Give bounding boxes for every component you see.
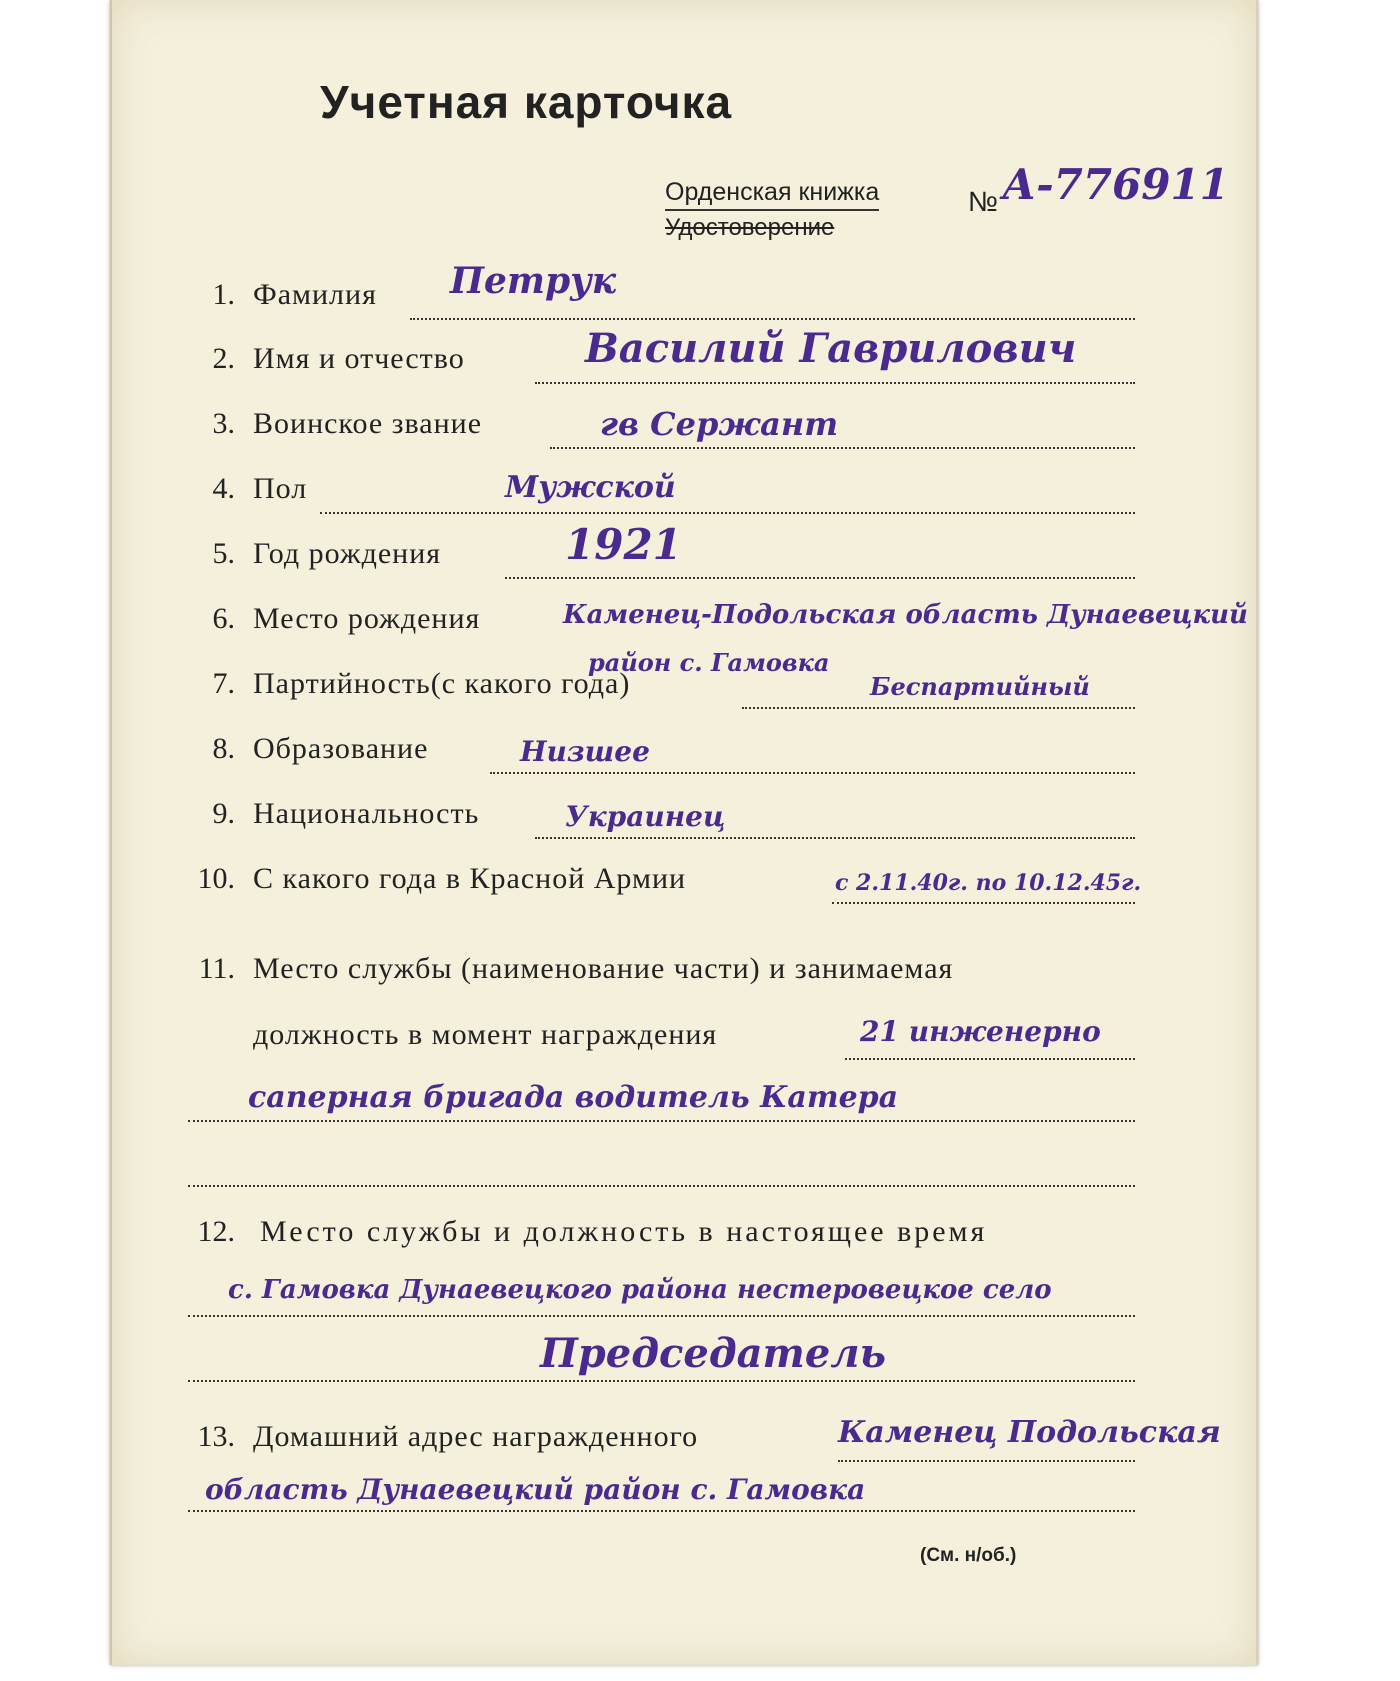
field-line: [188, 1120, 1135, 1122]
field-label-current-service: Место службы и должность в настоящее время: [260, 1215, 988, 1248]
field-value-current-service: с. Гамовка Дунаевецкого района нестеровецкое село: [228, 1275, 1052, 1305]
field-label-education: Образование: [253, 732, 429, 765]
field-value-surname: Петрук: [450, 260, 617, 302]
field-label-surname: Фамилия: [253, 278, 377, 311]
field-line: [535, 837, 1135, 839]
field-number: 4.: [212, 472, 235, 505]
field-label-nationality: Национальность: [253, 797, 480, 830]
field-line: [550, 447, 1135, 449]
field-line: [410, 318, 1135, 320]
field-line: [490, 772, 1135, 774]
see-reverse-note: (См. н/об.): [920, 1545, 1017, 1566]
field-number: 5.: [212, 537, 235, 570]
field-number: 8.: [212, 732, 235, 765]
field-number: 13.: [197, 1420, 235, 1453]
field-label-rank: Воинское звание: [253, 407, 483, 440]
field-label-service-position: должность в момент награждения: [253, 1018, 718, 1051]
field-value-army-since: с 2.11.40г. по 10.12.45г.: [835, 870, 1142, 896]
field-number: 12.: [197, 1215, 235, 1248]
field-label-sex: Пол: [253, 472, 308, 505]
field-value-rank: гв Сержант: [600, 405, 839, 443]
field-line: [505, 577, 1135, 579]
field-line: [742, 707, 1135, 709]
field-value-name: Василий Гаврилович: [585, 325, 1077, 372]
field-label-party: Партийность(с какого года): [253, 667, 631, 700]
field-number: 6.: [212, 602, 235, 635]
field-number: 3.: [212, 407, 235, 440]
field-line: [188, 1185, 1135, 1187]
number-value: А-776911: [1002, 160, 1229, 209]
field-line: [188, 1510, 1135, 1512]
number-label: №: [968, 186, 999, 217]
field-value-service: 21 инженерно: [860, 1015, 1101, 1048]
card-title: Учетная карточка: [320, 76, 733, 128]
field-label-home-address: Домашний адрес награжденного: [253, 1420, 699, 1453]
field-label-birthplace: Место рождения: [253, 602, 481, 635]
field-value-party: Беспартийный: [870, 672, 1090, 701]
order-book-label: Орденская книжка: [665, 178, 879, 211]
field-line: [845, 1058, 1135, 1060]
field-label-name: Имя и отчество: [253, 342, 465, 375]
field-line: [838, 1460, 1135, 1462]
field-value-education: Низшее: [520, 735, 650, 768]
field-value-birthplace-line2: район с. Гамовка: [588, 648, 830, 677]
field-value-service-line2: саперная бригада водитель Катера: [248, 1080, 899, 1115]
field-label-service-place: Место службы (наименование части) и занимаемая: [253, 952, 954, 985]
field-number: 10.: [197, 862, 235, 895]
field-value-sex: Мужской: [505, 470, 676, 505]
field-number: 2.: [212, 342, 235, 375]
field-value-home-address: Каменец Подольская: [838, 1415, 1221, 1450]
field-line: [832, 902, 1135, 904]
field-line: [535, 382, 1135, 384]
certificate-label: Удостоверение: [665, 214, 835, 241]
field-value-birth-year: 1921: [565, 520, 682, 569]
field-value-current-position: Председатель: [540, 1330, 886, 1377]
field-number: 9.: [212, 797, 235, 830]
field-label-birth-year: Год рождения: [253, 537, 442, 570]
field-value-nationality: Украинец: [565, 800, 726, 833]
field-number: 1.: [212, 278, 235, 311]
field-number: 11.: [198, 952, 235, 985]
field-line: [320, 512, 1135, 514]
field-number: 7.: [212, 667, 235, 700]
field-line: [188, 1380, 1135, 1382]
field-label-army-since: С какого года в Красной Армии: [253, 862, 687, 895]
field-line: [188, 1315, 1135, 1317]
field-value-home-address-line2: область Дунаевецкий район с. Гамовка: [205, 1473, 866, 1506]
field-value-birthplace: Каменец-Подольская область Дунаевецкий: [563, 600, 1248, 630]
